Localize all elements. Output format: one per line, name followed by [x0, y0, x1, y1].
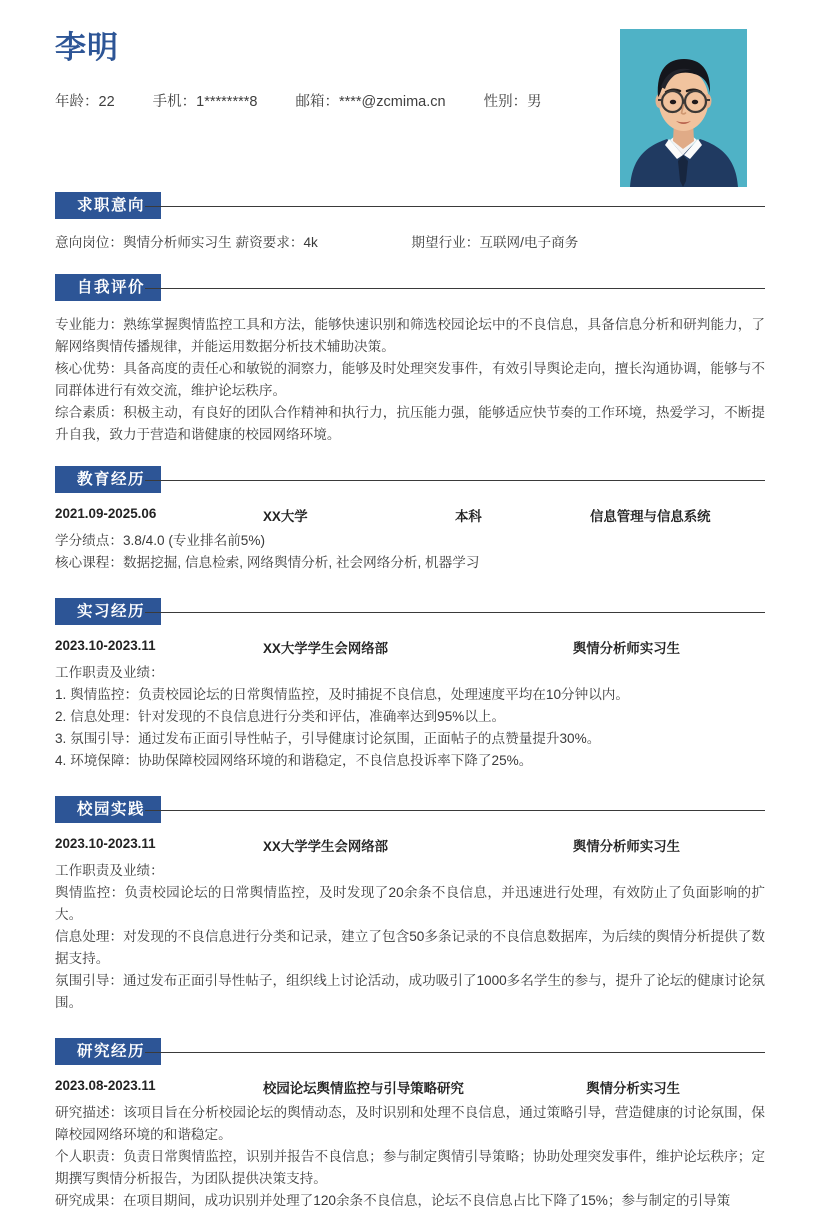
spacer [55, 772, 765, 794]
section-rule [145, 288, 765, 289]
research-bullet: 个人职责：负责日常舆情监控，识别并报告不良信息；参与制定舆情引导策略；协助处理突发事件，维护论坛秩序；定期撰写舆情分析报告，为团队提供决策支持。 [55, 1149, 765, 1186]
contact-info [55, 90, 542, 111]
internship-date: 2023.10-2023.11 [55, 638, 156, 653]
internship-entry-row [55, 638, 765, 660]
campus-lead: 工作职责及业绩： [55, 863, 164, 878]
section-self-evaluation [55, 274, 765, 446]
internship-role: 舆情分析师实习生 [572, 641, 680, 656]
section-header-campus-practice [55, 796, 765, 823]
education-degree: 本科 [455, 509, 482, 524]
research-date: 2023.08-2023.11 [55, 1078, 156, 1093]
education-entry-row [55, 506, 765, 528]
contact-gender: 性别：男 [483, 94, 542, 110]
internship-lead: 工作职责及业绩： [55, 665, 164, 680]
section-title-job-intent: 求职意向 [55, 192, 161, 219]
research-bullet: 研究描述：该项目旨在分析校园论坛的舆情动态，及时识别和处理不良信息，通过策略引导，营造健康的讨论氛围，保障校园网络环境的和谐稳定。 [55, 1105, 765, 1142]
education-date: 2021.09-2025.06 [55, 506, 157, 521]
spacer [55, 574, 765, 596]
self-eval-paragraph: 专业能力：熟练掌握舆情监控工具和方法，能够快速识别和筛选校园论坛中的不良信息，具备信息分析和研判能力，了解网络舆情传播规律，并能运用数据分析技术辅助决策。 [55, 317, 765, 354]
spacer [55, 254, 765, 272]
contact-age: 年龄：22 [55, 94, 115, 110]
section-header-internship [55, 598, 765, 625]
internship-bullet: 4. 环境保障：协助保障校园网络环境的和谐稳定，不良信息投诉率下降了25%。 [55, 753, 533, 768]
research-role: 舆情分析实习生 [586, 1081, 680, 1096]
section-education [55, 466, 765, 574]
internship-bullet: 1. 舆情监控：负责校园论坛的日常舆情监控，及时捕捉不良信息，处理速度平均在10分钟以内。 [55, 687, 629, 702]
campus-bullet: 舆情监控：负责校园论坛的日常舆情监控，及时发现了20余条不良信息，并迅速进行处理，有效防止了负面影响的扩大。 [55, 885, 765, 922]
section-rule [145, 1052, 765, 1053]
section-header-job-intent [55, 192, 765, 219]
campus-date: 2023.10-2023.11 [55, 836, 156, 851]
section-rule [145, 206, 765, 207]
education-school: XX大学 [263, 509, 308, 524]
section-header-education [55, 466, 765, 493]
research-entry-row [55, 1078, 765, 1100]
section-header-research [55, 1038, 765, 1065]
section-header-self-evaluation [55, 274, 765, 301]
campus-bullet: 信息处理：对发现的不良信息进行分类和记录，建立了包含50多条记录的不良信息数据库，为后续的舆情分析提供了数据支持。 [55, 929, 765, 966]
education-gpa: 学分绩点：3.8/4.0 (专业排名前5%) [55, 533, 265, 548]
section-research [55, 1038, 765, 1212]
candidate-name: 李明 [55, 30, 119, 65]
education-major: 信息管理与信息系统 [590, 509, 711, 524]
section-title-research: 研究经历 [55, 1038, 161, 1065]
resume-header [55, 0, 765, 190]
section-title-self-evaluation: 自我评价 [55, 274, 161, 301]
contact-phone: 手机：1********8 [152, 94, 258, 110]
contact-email: 邮箱：****@zcmima.cn [295, 94, 446, 110]
self-eval-paragraph: 综合素质：积极主动，有良好的团队合作精神和执行力，抗压能力强，能够适应快节奏的工作环境，热爱学习，不断提升自我，致力于营造和谐健康的校园网络环境。 [55, 405, 765, 442]
spacer [55, 446, 765, 464]
section-title-education: 教育经历 [55, 466, 161, 493]
self-eval-paragraph: 核心优势：具备高度的责任心和敏锐的洞察力，能够及时处理突发事件，有效引导舆论走向，擅长沟通协调，能够与不同群体进行有效交流，维护论坛秩序。 [55, 361, 765, 398]
section-rule [145, 480, 765, 481]
profile-photo [620, 29, 747, 187]
campus-bullet: 氛围引导：通过发布正面引导性帖子，组织线上讨论活动，成功吸引了1000多名学生的参与，提升了论坛的健康讨论氛围。 [55, 973, 765, 1010]
section-campus-practice [55, 796, 765, 1014]
campus-entry-row [55, 836, 765, 858]
research-project: 校园论坛舆情监控与引导策略研究 [263, 1081, 464, 1096]
campus-role: 舆情分析师实习生 [572, 839, 680, 854]
job-intent-industry: 期望行业：互联网/电子商务 [411, 235, 579, 250]
internship-details [55, 662, 765, 772]
section-internship [55, 598, 765, 772]
internship-bullet: 2. 信息处理：针对发现的不良信息进行分类和评估，准确率达到95%以上。 [55, 709, 506, 724]
research-details [55, 1102, 765, 1212]
job-intent-position: 意向岗位：舆情分析师实习生 薪资要求：4k [55, 235, 318, 250]
internship-org: XX大学学生会网络部 [263, 641, 388, 656]
internship-bullet: 3. 氛围引导：通过发布正面引导性帖子，引导健康讨论氛围，正面帖子的点赞量提升30%。 [55, 731, 601, 746]
job-intent-row [55, 232, 765, 254]
section-rule [145, 612, 765, 613]
research-bullet: 研究成果：在项目期间，成功识别并处理了120余条不良信息，论坛不良信息占比下降了15%；参与制定的引导策 [55, 1193, 731, 1208]
spacer [55, 1014, 765, 1036]
section-title-internship: 实习经历 [55, 598, 161, 625]
education-courses: 核心课程：数据挖掘, 信息检索, 网络舆情分析, 社会网络分析, 机器学习 [55, 555, 480, 570]
campus-details [55, 860, 765, 1014]
section-title-campus-practice: 校园实践 [55, 796, 161, 823]
section-job-intent [55, 192, 765, 254]
section-rule [145, 810, 765, 811]
campus-org: XX大学学生会网络部 [263, 839, 388, 854]
